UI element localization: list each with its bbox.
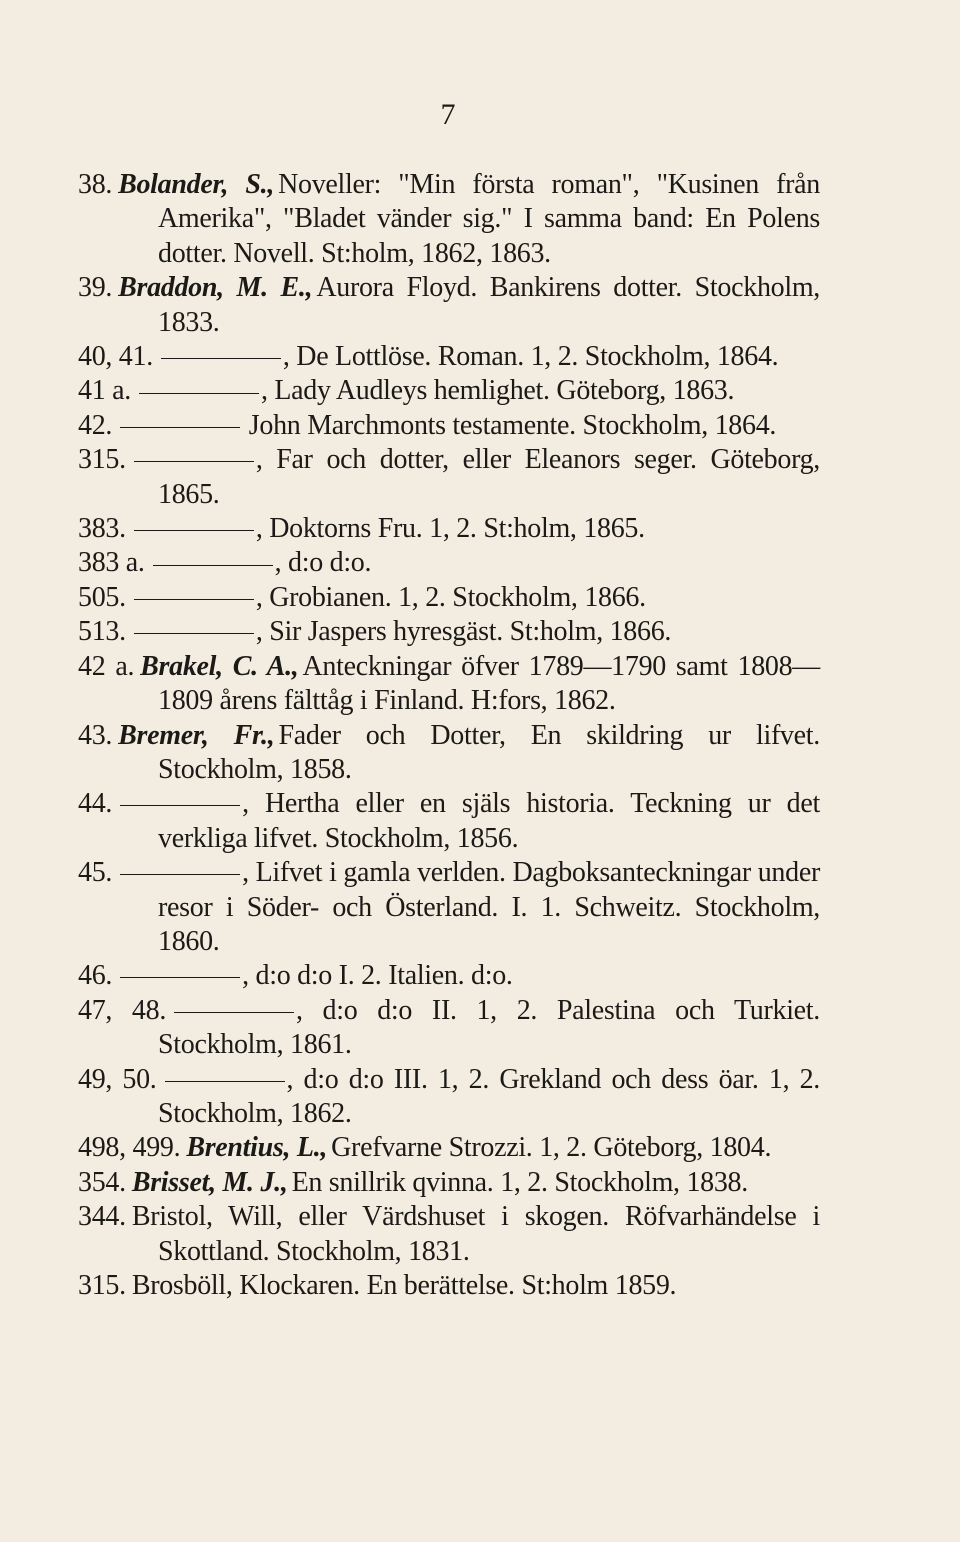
catalog-entry	[78, 443, 820, 512]
page-number: 7	[440, 98, 456, 131]
catalog-entry	[78, 374, 820, 408]
catalog-entry	[78, 168, 820, 271]
entry-text: Bristol, Will, eller Värdshuset i skogen. Röfvarhändelse i Skottland. Stockholm, 1831.	[131, 1201, 820, 1267]
entry-author: Braddon, M. E.,	[118, 272, 313, 304]
entry-number: 45.	[78, 857, 113, 889]
catalog-entry	[78, 581, 820, 615]
catalog-entry	[78, 271, 820, 340]
entry-text: Aurora Floyd. Bankirens dotter. Stockholm, 1833.	[158, 272, 821, 338]
entry-text: Brosböll, Klockaren. En berättelse. St:holm 1859.	[131, 1270, 677, 1301]
entry-author: Brakel, C. A.,	[140, 650, 299, 682]
entry-text: , d:o d:o II. 1, 2. Palestina och Turkiet. Stockholm, 1861.	[158, 994, 820, 1061]
entry-number: 315.	[78, 444, 126, 476]
entry-number: 39.	[78, 272, 113, 304]
entry-number: 46.	[78, 960, 113, 992]
catalog-entry	[78, 856, 820, 959]
entry-text: John Marchmonts testamente. Stockholm, 1864.	[242, 409, 777, 441]
entry-number: 47, 48.	[78, 994, 167, 1026]
entry-number: 498, 499.	[78, 1132, 181, 1164]
entry-text: , Sir Jaspers hyresgäst. St:holm, 1866.	[255, 616, 672, 648]
catalog-entry	[78, 1200, 820, 1269]
ditto-dash	[165, 1081, 285, 1082]
entry-number: 40, 41.	[78, 341, 153, 373]
entry-text: , De Lottlöse. Roman. 1, 2. Stockholm, 1864.	[282, 341, 779, 373]
catalog-entry	[78, 615, 820, 649]
catalog-entry	[78, 787, 820, 856]
ditto-dash	[161, 358, 281, 359]
ditto-dash	[120, 427, 240, 428]
entry-text: Noveller: "Min första roman", "Kusinen från Amerika", "Bladet vänder sig." I samma band: En Polens dotter. Novell. St:holm, 1862, 1863.	[158, 169, 820, 269]
entry-text: , Far och dotter, eller Eleanors seger. Göteborg, 1865.	[158, 444, 820, 510]
entry-text: , Doktorns Fru. 1, 2. St:holm, 1865.	[255, 513, 645, 545]
entry-text: En snillrik qvinna. 1, 2. Stockholm, 1838.	[291, 1166, 748, 1198]
entry-text: , Lady Audleys hemlighet. Göteborg, 1863.	[260, 375, 735, 407]
entry-text: , d:o d:o III. 1, 2. Grekland och dess öar. 1, 2. Stockholm, 1862.	[158, 1063, 820, 1129]
catalog-list	[78, 168, 820, 1303]
catalog-entry	[78, 994, 820, 1063]
entry-author: Bremer, Fr.,	[118, 719, 275, 751]
entry-number: 354.	[78, 1166, 126, 1198]
ditto-dash	[153, 565, 273, 566]
catalog-entry	[78, 959, 820, 993]
entry-number: 505.	[78, 581, 126, 613]
catalog-entry	[78, 512, 820, 546]
catalog-entry	[78, 409, 820, 443]
entry-text: Anteckningar öfver 1789—1790 samt 1808—1809 årens fälttåg i Finland. H:fors, 1862.	[158, 650, 820, 717]
ditto-dash	[120, 805, 240, 806]
ditto-dash	[174, 1012, 294, 1013]
entry-number: 42 a.	[78, 650, 135, 682]
entry-text: , d:o d:o.	[274, 547, 372, 579]
catalog-entry	[78, 1269, 820, 1303]
ditto-dash	[120, 874, 240, 875]
catalog-entry	[78, 719, 820, 788]
ditto-dash	[134, 530, 254, 531]
catalog-entry	[78, 340, 820, 374]
entry-number: 513.	[78, 616, 126, 648]
ditto-dash	[139, 393, 259, 394]
entry-number: 41 a.	[78, 375, 131, 407]
entry-author: Brentius, L.,	[186, 1132, 328, 1164]
catalog-entry	[78, 1131, 820, 1165]
entry-number: 383 a.	[78, 547, 145, 579]
catalog-entry	[78, 1166, 820, 1200]
ditto-dash	[120, 977, 240, 978]
ditto-dash	[134, 461, 254, 462]
entry-number: 42.	[78, 409, 113, 441]
entry-text: , Lifvet i gamla verlden. Dagboksanteckningar under resor i Söder- och Österland. I. 1. Schweitz. Stockholm, 1860.	[158, 857, 820, 957]
entry-number: 38.	[78, 169, 113, 200]
entry-number: 43.	[78, 719, 113, 751]
catalog-entry	[78, 1063, 820, 1132]
entry-text: Grefvarne Strozzi. 1, 2. Göteborg, 1804.	[331, 1132, 772, 1164]
entry-author: Bolander, S.,	[118, 169, 275, 200]
entry-number: 344.	[78, 1201, 126, 1233]
entry-number: 315.	[78, 1270, 126, 1301]
entry-number: 44.	[78, 788, 113, 820]
entry-text: , d:o d:o I. 2. Italien. d:o.	[242, 960, 513, 992]
entry-text: , Hertha eller en själs historia. Teckning ur det verkliga lifvet. Stockholm, 1856.	[158, 788, 820, 854]
catalog-entry	[78, 546, 820, 580]
catalog-entry	[78, 650, 820, 719]
entry-text: Fader och Dotter, En skildring ur lifvet. Stockholm, 1858.	[158, 719, 820, 785]
ditto-dash	[134, 633, 254, 634]
entry-author: Brisset, M. J.,	[131, 1166, 288, 1198]
entry-number: 49, 50.	[78, 1063, 157, 1095]
ditto-dash	[134, 599, 254, 600]
entry-number: 383.	[78, 513, 126, 545]
entry-text: , Grobianen. 1, 2. Stockholm, 1866.	[255, 581, 646, 613]
